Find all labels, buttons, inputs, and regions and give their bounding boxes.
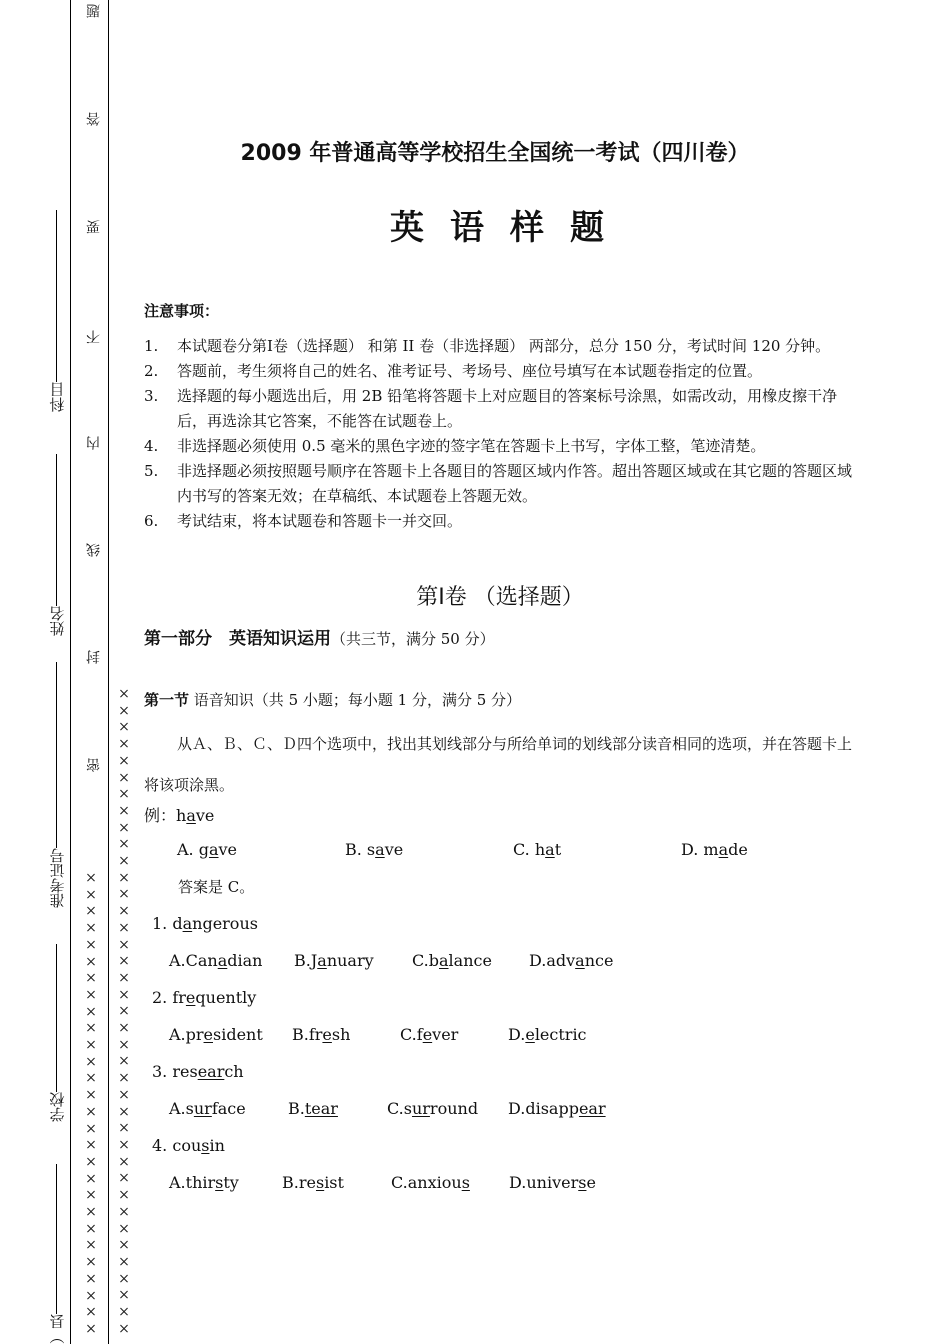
- cross-mark: ×: [118, 1020, 130, 1037]
- option-pre: B.: [288, 1099, 305, 1118]
- option-underlined: e: [422, 1025, 433, 1044]
- county-fill-line: [57, 1164, 58, 1314]
- cross-mark-column: [117, 686, 131, 1337]
- option-post: lance: [448, 951, 492, 970]
- cross-mark: ×: [118, 1053, 130, 1070]
- cross-mark: ×: [85, 1237, 97, 1254]
- option-pre: D.adv: [529, 951, 576, 970]
- option-pre: A.Can: [169, 951, 218, 970]
- word-underlined: a: [186, 806, 196, 825]
- option-underlined: e: [525, 1025, 535, 1044]
- option-underlined: a: [575, 951, 585, 970]
- option-pre: A.s: [169, 1099, 194, 1118]
- margin-char: 线: [86, 543, 102, 557]
- margin-char: 密: [86, 758, 102, 772]
- option-post: de: [728, 840, 748, 859]
- cross-mark: ×: [118, 1003, 130, 1020]
- option-pre: C.s: [387, 1099, 412, 1118]
- option-pre: B.fr: [292, 1025, 323, 1044]
- example-option: [177, 840, 345, 859]
- cross-mark: ×: [85, 1120, 97, 1137]
- cross-mark: ×: [118, 936, 130, 953]
- cross-mark: ×: [118, 986, 130, 1003]
- stem-pre: 1. d: [152, 914, 183, 933]
- cross-mark: ×: [118, 969, 130, 986]
- option-pre: C. h: [513, 840, 546, 859]
- notice-item: [144, 334, 864, 359]
- part-title: [144, 624, 495, 649]
- option-pre: A.thir: [169, 1173, 216, 1192]
- cross-mark: ×: [118, 953, 130, 970]
- option-pre: D.disapp: [508, 1099, 579, 1118]
- option-pre: D.: [508, 1025, 526, 1044]
- option-post: round: [429, 1099, 479, 1118]
- notice-item-number: 5.: [144, 462, 159, 480]
- option-pre: C.f: [400, 1025, 423, 1044]
- option-underlined: s: [315, 1173, 325, 1192]
- section-heading: [144, 689, 521, 710]
- stem-underlined: ear: [197, 1062, 225, 1081]
- word-pre: h: [176, 806, 187, 825]
- question-option[interactable]: [400, 1025, 508, 1044]
- option-pre: C.b: [412, 951, 439, 970]
- notice-list: [144, 334, 864, 534]
- cross-mark: ×: [118, 1170, 130, 1187]
- option-underlined: e: [322, 1025, 332, 1044]
- question-option[interactable]: [288, 1099, 387, 1118]
- stem-post: in: [209, 1136, 225, 1155]
- cross-mark: ×: [118, 1036, 130, 1053]
- option-post: dian: [227, 951, 263, 970]
- question-option[interactable]: [169, 1025, 292, 1044]
- stem-pre: 4. cou: [152, 1136, 202, 1155]
- cross-mark: ×: [118, 702, 130, 719]
- notice-item: [144, 359, 864, 384]
- option-underlined: ur: [411, 1099, 430, 1118]
- question-stem: [152, 914, 258, 933]
- notice-item: [144, 434, 864, 459]
- question-option[interactable]: [282, 1173, 391, 1192]
- margin-char: 内: [86, 436, 102, 450]
- stem-underlined: a: [182, 914, 193, 933]
- option-pre: D.univer: [509, 1173, 579, 1192]
- cross-mark-column: [84, 870, 98, 1338]
- cross-mark: ×: [85, 903, 97, 920]
- notice-item-text: 选择题的每小题选出后，用 2B 铅笔将答题卡上对应题目的答案标号涂黑，如需改动，用橡皮擦干净后，再选涂其它答案，不能答在试题卷上。: [177, 387, 838, 430]
- word-post: ve: [195, 806, 215, 825]
- option-pre: A. g: [177, 840, 209, 859]
- option-underlined: a: [217, 951, 228, 970]
- school-fill-line: [57, 944, 58, 1092]
- cross-mark: ×: [118, 1270, 130, 1287]
- cross-mark: ×: [85, 1170, 97, 1187]
- option-underlined: ur: [193, 1099, 212, 1118]
- cross-mark: ×: [85, 1053, 97, 1070]
- option-underlined: a: [545, 840, 555, 859]
- cross-mark: ×: [85, 970, 97, 987]
- cross-mark: ×: [118, 1136, 130, 1153]
- cross-mark: ×: [85, 886, 97, 903]
- question-stem: [152, 1136, 225, 1155]
- option-underlined: a: [375, 840, 385, 859]
- cross-mark: ×: [118, 1070, 130, 1087]
- cross-mark: ×: [118, 1287, 130, 1304]
- cross-mark: ×: [118, 1320, 130, 1337]
- part-subtitle: （共三节，满分 50 分）: [331, 630, 495, 648]
- cross-mark: ×: [118, 1187, 130, 1204]
- cross-mark: ×: [118, 1203, 130, 1220]
- option-post: e: [586, 1173, 596, 1192]
- option-pre: C.anxiou: [391, 1173, 462, 1192]
- question-stem: [152, 988, 256, 1007]
- cross-mark: ×: [85, 1087, 97, 1104]
- question-option[interactable]: [169, 1099, 288, 1118]
- cross-mark: ×: [118, 1120, 130, 1137]
- option-underlined: s: [461, 1173, 470, 1192]
- stem-post: ch: [224, 1062, 244, 1081]
- exam-number-field[interactable]: [48, 650, 66, 908]
- exam-subtitle: 英语样题: [390, 208, 630, 248]
- margin-char: 要: [86, 220, 102, 234]
- cross-mark: ×: [85, 1270, 97, 1287]
- cross-mark: ×: [118, 1237, 130, 1254]
- question-option[interactable]: [391, 1173, 509, 1192]
- option-pre: A.pr: [169, 1025, 204, 1044]
- cross-mark: ×: [118, 1103, 130, 1120]
- notice-item: [144, 459, 864, 509]
- notice-item-text: 考试结束，将本试题卷和答题卡一并交回。: [177, 512, 463, 530]
- question-options: [169, 1025, 587, 1044]
- option-pre: D. m: [681, 840, 719, 859]
- question-option[interactable]: [508, 1025, 587, 1044]
- question-options: [169, 951, 613, 970]
- cross-mark: ×: [85, 1187, 97, 1204]
- notice-heading: 注意事项：: [144, 302, 220, 320]
- notice-item-text: 答题前，考生须将自己的姓名、准考证号、考场号、座位号填写在本试题卷指定的位置。: [177, 362, 763, 380]
- example-word: [144, 803, 214, 826]
- question-option[interactable]: [169, 1173, 282, 1192]
- question-options: [169, 1173, 596, 1192]
- cross-mark: ×: [85, 1070, 97, 1087]
- question-option[interactable]: [387, 1099, 508, 1118]
- school-field[interactable]: [48, 940, 66, 1122]
- option-underlined: tear: [304, 1099, 338, 1118]
- cross-mark: ×: [118, 719, 130, 736]
- option-post: ve: [218, 840, 238, 859]
- option-post: nuary: [326, 951, 374, 970]
- question-options: [169, 1099, 606, 1118]
- cross-mark: ×: [118, 869, 130, 886]
- part-title-text: 第一部分 英语知识运用: [144, 629, 331, 649]
- cross-mark: ×: [118, 1153, 130, 1170]
- cross-mark: ×: [85, 936, 97, 953]
- cross-mark: ×: [85, 1204, 97, 1221]
- cross-mark: ×: [118, 919, 130, 936]
- cross-mark: ×: [118, 853, 130, 870]
- cross-mark: ×: [118, 1086, 130, 1103]
- notice-item: [144, 384, 864, 434]
- cross-mark: ×: [85, 1220, 97, 1237]
- option-post: t: [554, 840, 562, 859]
- question-option[interactable]: [412, 951, 529, 970]
- section-desc: 语音知识（共 5 小题；每小题 1 分，满分 5 分）: [193, 691, 522, 709]
- stem-underlined: e: [185, 988, 196, 1007]
- section-instruction: 从Ａ、Ｂ、Ｃ、Ｄ四个选项中，找出其划线部分与所给单词的划线部分读音相同的选项，并在答题卡上将该项涂黑。: [144, 735, 853, 794]
- stem-post: ngerous: [192, 914, 258, 933]
- cross-mark: ×: [85, 953, 97, 970]
- notice-item-text: 本试题卷分第Ⅰ卷（选择题） 和第 II 卷（非选择题） 两部分，总分 150 分，考试时间 120 分钟。: [177, 337, 831, 355]
- notice-item-number: 4.: [144, 437, 159, 455]
- name-label: 姓名: [48, 606, 67, 636]
- section-title: 第Ⅰ卷 （选择题）: [416, 585, 584, 610]
- cross-mark: ×: [85, 1020, 97, 1037]
- stem-post: quently: [195, 988, 257, 1007]
- cross-mark: ×: [85, 1037, 97, 1054]
- example-option: [345, 840, 513, 859]
- notice-item-number: 1.: [144, 337, 159, 355]
- option-underlined: s: [578, 1173, 587, 1192]
- option-pre: B.re: [282, 1173, 316, 1192]
- cross-mark: ×: [118, 769, 130, 786]
- notice-item-number: 2.: [144, 362, 159, 380]
- subject-label: 科目: [48, 382, 67, 412]
- exam-title: 2009 年普通高等学校招生全国统一考试（四川卷）: [240, 141, 750, 166]
- question-option[interactable]: [292, 1025, 400, 1044]
- cross-mark: ×: [118, 886, 130, 903]
- option-underlined: ear: [578, 1099, 606, 1118]
- notice-item: [144, 509, 864, 534]
- option-underlined: a: [439, 951, 449, 970]
- margin-char: 答: [86, 112, 102, 126]
- cross-mark: ×: [85, 1137, 97, 1154]
- cross-mark: ×: [118, 819, 130, 836]
- option-post: face: [211, 1099, 246, 1118]
- cross-mark: ×: [85, 1103, 97, 1120]
- question-option[interactable]: [508, 1099, 606, 1118]
- exam-number-fill-line: [57, 662, 58, 848]
- cross-mark: ×: [118, 786, 130, 803]
- section-label: 第一节: [144, 691, 190, 709]
- option-post: ver: [432, 1025, 459, 1044]
- cross-mark: ×: [85, 1153, 97, 1170]
- county-field[interactable]: [48, 1150, 66, 1344]
- example-answer: 答案是 C。: [178, 878, 255, 896]
- option-post: ist: [324, 1173, 344, 1192]
- stem-underlined: s: [201, 1136, 210, 1155]
- cross-mark: ×: [85, 1320, 97, 1337]
- cross-mark: ×: [85, 1254, 97, 1271]
- option-pre: B. s: [345, 840, 376, 859]
- cross-mark: ×: [118, 686, 130, 702]
- option-post: sident: [213, 1025, 263, 1044]
- stem-pre: 3. res: [152, 1062, 198, 1081]
- cross-mark: ×: [118, 1220, 130, 1237]
- question-option[interactable]: [294, 951, 412, 970]
- option-underlined: e: [203, 1025, 213, 1044]
- cross-mark: ×: [85, 870, 97, 886]
- notice-item-number: 6.: [144, 512, 159, 530]
- cross-mark: ×: [85, 1003, 97, 1020]
- option-post: sh: [331, 1025, 351, 1044]
- school-label: 学校: [48, 1092, 67, 1122]
- exam-number-label: 准考证号: [48, 848, 67, 908]
- option-underlined: a: [317, 951, 327, 970]
- cross-mark: ×: [85, 1304, 97, 1321]
- question-option[interactable]: [169, 951, 294, 970]
- option-post: ty: [223, 1173, 239, 1192]
- cross-mark: ×: [85, 1287, 97, 1304]
- option-post: ve: [384, 840, 404, 859]
- cross-mark: ×: [118, 736, 130, 753]
- cross-mark: ×: [85, 920, 97, 937]
- question-option[interactable]: [529, 951, 613, 970]
- option-post: lectric: [534, 1025, 587, 1044]
- county-label: ）县: [48, 1314, 67, 1344]
- example-option: [681, 840, 849, 859]
- option-post: nce: [584, 951, 614, 970]
- stem-pre: 2. fr: [152, 988, 186, 1007]
- cross-mark: ×: [118, 802, 130, 819]
- cross-mark: ×: [118, 836, 130, 853]
- question-option[interactable]: [509, 1173, 596, 1192]
- question-stem: [152, 1062, 244, 1081]
- cross-mark: ×: [118, 1253, 130, 1270]
- notice-item-number: 3.: [144, 387, 159, 405]
- example-option: [513, 840, 681, 859]
- margin-char: 封: [86, 650, 102, 664]
- cross-mark: ×: [85, 986, 97, 1003]
- option-underlined: a: [718, 840, 729, 859]
- margin-char: 题: [86, 4, 102, 18]
- notice-item-text: 非选择题必须使用 0.5 毫米的黑色字迹的签字笔在答题卡上书写，字体工整，笔迹清楚。: [177, 437, 766, 455]
- notice-item-text: 非选择题必须按照题号顺序在答题卡上各题目的答题区域内作答。超出答题区域或在其它题的答题区域内书写的答案无效；在草稿纸、本试题卷上答题无效。: [177, 462, 853, 505]
- cross-mark: ×: [118, 1304, 130, 1321]
- example-options: [177, 840, 849, 859]
- margin-char: 不: [86, 330, 102, 344]
- option-underlined: s: [215, 1173, 224, 1192]
- option-pre: B.J: [294, 951, 318, 970]
- cross-mark: ×: [118, 903, 130, 920]
- cross-mark: ×: [118, 752, 130, 769]
- option-underlined: a: [208, 840, 219, 859]
- example-prefix: 例：: [144, 806, 177, 825]
